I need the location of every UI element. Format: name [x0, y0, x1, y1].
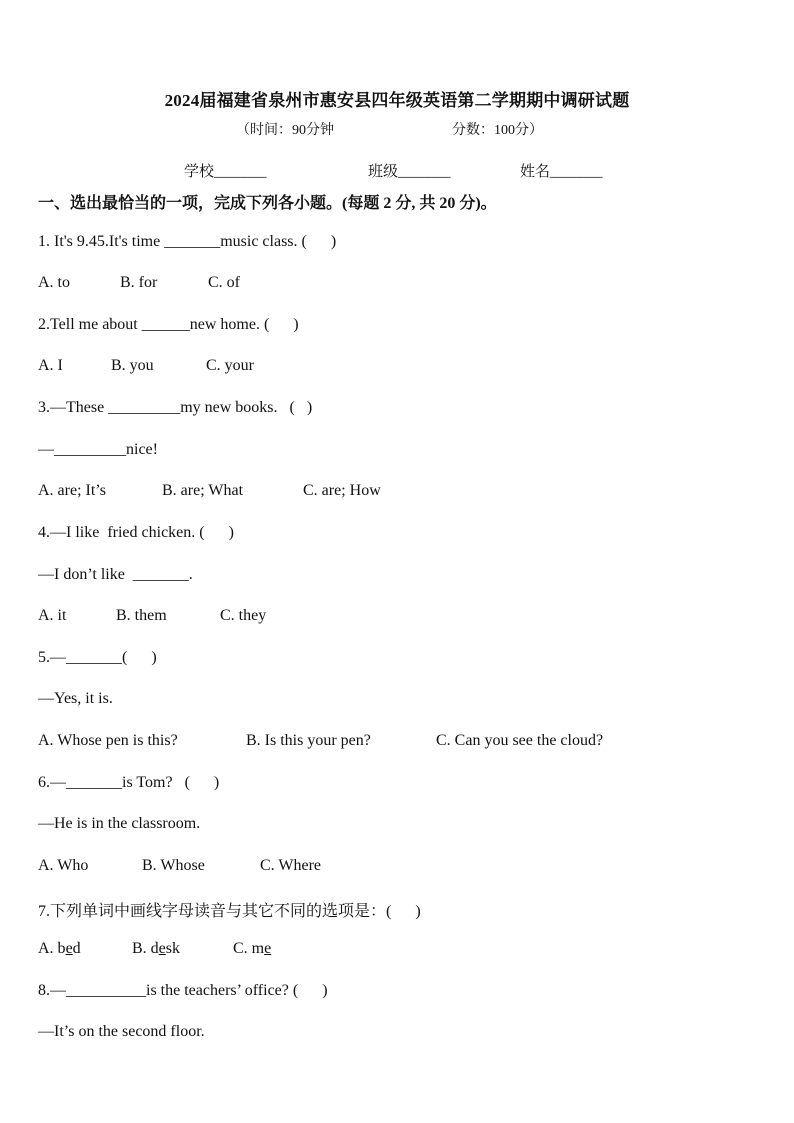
question-3-reply: —_________nice!	[38, 441, 158, 458]
question-1-option-a: A. to	[38, 274, 70, 291]
option-suffix: d	[72, 940, 81, 957]
underlined-letter: e	[264, 940, 272, 957]
question-4-reply: —I don’t like _______.	[38, 566, 193, 583]
question-4-stem: 4.—I like fried chicken. ( )	[38, 524, 234, 541]
question-3-option-b: B. are; What	[162, 482, 244, 499]
question-7-stem: 7.下列单词中画线字母读音与其它不同的选项是：( )	[38, 903, 421, 920]
option-prefix: B. d	[132, 940, 159, 957]
exam-time: （时间：90分钟	[236, 123, 334, 138]
option-prefix: A. b	[38, 940, 66, 957]
question-1-option-b: B. for	[120, 274, 158, 291]
question-5-option-b: B. Is this your pen?	[246, 732, 371, 749]
question-5-option-c: C. Can you see the cloud?	[436, 732, 604, 749]
question-2-option-a: A. I	[38, 357, 63, 374]
name-field: 姓名_______	[520, 164, 603, 180]
option-prefix: C. m	[233, 940, 265, 957]
question-5-reply: —Yes, it is.	[38, 690, 113, 707]
question-7-option-c	[233, 940, 271, 958]
question-5-stem: 5.—_______( )	[38, 649, 157, 666]
question-4-option-c: C. they	[220, 607, 267, 624]
school-field: 学校_______	[184, 164, 267, 180]
question-3-option-c: C. are; How	[303, 482, 381, 499]
question-5-option-a: A. Whose pen is this?	[38, 732, 178, 749]
question-3-stem: 3.—These _________my new books. ( )	[38, 399, 313, 416]
question-7-option-a	[38, 940, 81, 958]
question-6-reply: —He is in the classroom.	[38, 815, 201, 832]
question-8-reply: —It’s on the second floor.	[38, 1023, 205, 1040]
question-6-stem: 6.—_______is Tom? ( )	[38, 774, 220, 791]
option-suffix: sk	[165, 940, 181, 957]
question-4-option-a: A. it	[38, 607, 67, 624]
question-2-option-c: C. your	[206, 357, 254, 374]
question-7-option-b	[132, 940, 180, 958]
underlined-letter: e	[158, 940, 166, 957]
question-6-option-c: C. Where	[260, 857, 322, 874]
exam-score: 分数：100分）	[452, 123, 543, 138]
question-2-option-b: B. you	[111, 357, 154, 374]
question-2-stem: 2.Tell me about ______new home. ( )	[38, 316, 299, 333]
question-8-stem: 8.—__________is the teachers’ office? ( )	[38, 982, 328, 999]
question-3-option-a: A. are; It’s	[38, 482, 106, 499]
question-1-option-c: C. of	[208, 274, 240, 291]
underlined-letter: e	[65, 940, 73, 957]
section-heading: 一、选出最恰当的一项，完成下列各小题。(每题 2 分, 共 20 分)。	[38, 195, 497, 212]
question-6-option-b: B. Whose	[142, 857, 205, 874]
question-4-option-b: B. them	[116, 607, 167, 624]
question-1-stem: 1. It's 9.45.It's time _______music class. ( )	[38, 233, 337, 250]
question-6-option-a: A. Who	[38, 857, 89, 874]
exam-title: 2024届福建省泉州市惠安县四年级英语第二学期期中调研试题	[164, 91, 630, 110]
class-field: 班级_______	[368, 164, 451, 180]
